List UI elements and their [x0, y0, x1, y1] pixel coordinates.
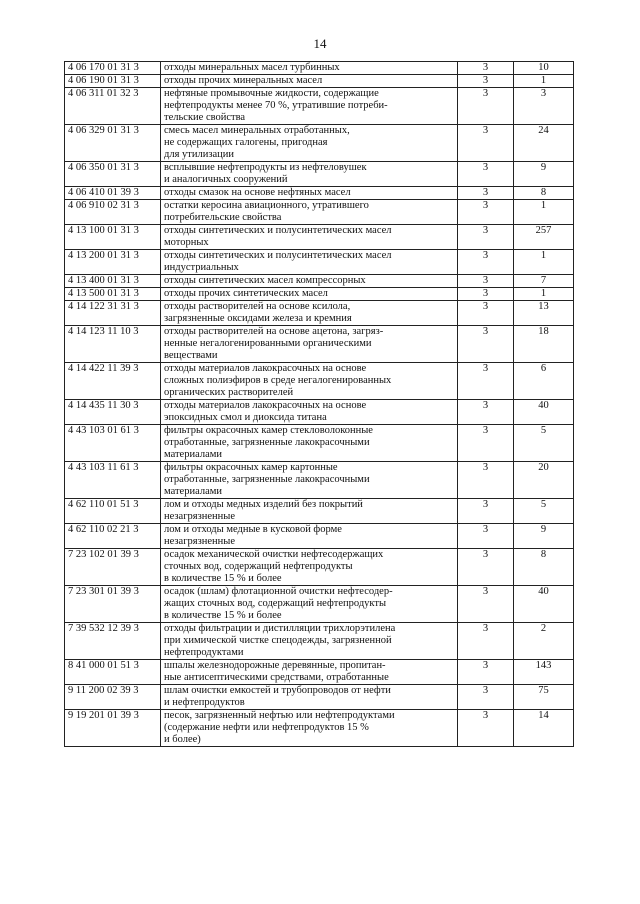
table-row — [65, 400, 574, 425]
waste-name-cell: осадок механической очистки нефтесодержащих сточных вод, содержащий нефтепродукты в количестве 15 % и более — [161, 549, 458, 586]
waste-name-cell: отходы прочих синтетических масел — [161, 288, 458, 301]
waste-name-cell: отходы фильтрации и дистилляции трихлорэтилена при химической чистке спецодежды, загрязненной нефтепродуктами — [161, 623, 458, 660]
hazard-class-cell: 3 — [458, 685, 514, 710]
hazard-class-cell: 3 — [458, 250, 514, 275]
quantity-cell: 8 — [514, 549, 574, 586]
quantity-cell: 10 — [514, 62, 574, 75]
waste-name-cell: шлам очистки емкостей и трубопроводов от нефти и нефтепродуктов — [161, 685, 458, 710]
waste-code-cell: 4 06 350 01 31 3 — [65, 162, 161, 187]
table-row — [65, 200, 574, 225]
waste-code-cell: 4 06 329 01 31 3 — [65, 125, 161, 162]
table-row — [65, 275, 574, 288]
hazard-class-cell: 3 — [458, 363, 514, 400]
table-row — [65, 225, 574, 250]
hazard-class-cell: 3 — [458, 125, 514, 162]
waste-name-cell: шпалы железнодорожные деревянные, пропитан- ные антисептическими средствами, отработанные — [161, 660, 458, 685]
waste-code-cell: 4 14 122 31 31 3 — [65, 301, 161, 326]
quantity-cell: 18 — [514, 326, 574, 363]
waste-name-cell: песок, загрязненный нефтью или нефтепродуктами (содержание нефти или нефтепродуктов 15 % и более) — [161, 710, 458, 747]
waste-name-cell: отходы материалов лакокрасочных на основе сложных полиэфиров в среде негалогенированных органических растворителей — [161, 363, 458, 400]
waste-code-cell: 4 62 110 02 21 3 — [65, 524, 161, 549]
waste-name-cell: отходы растворителей на основе ацетона, загряз- ненные негалогенированными органическими веществами — [161, 326, 458, 363]
hazard-class-cell: 3 — [458, 225, 514, 250]
waste-code-cell: 7 23 301 01 39 3 — [65, 586, 161, 623]
quantity-cell: 13 — [514, 301, 574, 326]
table-row — [65, 125, 574, 162]
hazard-class-cell: 3 — [458, 162, 514, 187]
hazard-class-cell: 3 — [458, 524, 514, 549]
table-row — [65, 685, 574, 710]
hazard-class-cell: 3 — [458, 301, 514, 326]
waste-code-cell: 4 62 110 01 51 3 — [65, 499, 161, 524]
waste-code-cell: 4 14 422 11 39 3 — [65, 363, 161, 400]
waste-code-cell: 9 11 200 02 39 3 — [65, 685, 161, 710]
waste-code-cell: 7 23 102 01 39 3 — [65, 549, 161, 586]
quantity-cell: 2 — [514, 623, 574, 660]
waste-code-cell: 9 19 201 01 39 3 — [65, 710, 161, 747]
waste-code-cell: 4 13 100 01 31 3 — [65, 225, 161, 250]
table-row — [65, 710, 574, 747]
table-row — [65, 75, 574, 88]
quantity-cell: 1 — [514, 288, 574, 301]
waste-code-cell: 4 13 500 01 31 3 — [65, 288, 161, 301]
waste-code-cell: 4 06 910 02 31 3 — [65, 200, 161, 225]
table-row — [65, 462, 574, 499]
waste-name-cell: отходы синтетических и полусинтетических масел индустриальных — [161, 250, 458, 275]
table-row — [65, 363, 574, 400]
waste-name-cell: отходы синтетических масел компрессорных — [161, 275, 458, 288]
table-row — [65, 288, 574, 301]
hazard-class-cell: 3 — [458, 288, 514, 301]
quantity-cell: 257 — [514, 225, 574, 250]
waste-code-cell: 4 43 103 01 61 3 — [65, 425, 161, 462]
waste-name-cell: лом и отходы медных изделий без покрытий незагрязненные — [161, 499, 458, 524]
waste-code-cell: 4 06 311 01 32 3 — [65, 88, 161, 125]
waste-code-cell: 4 06 410 01 39 3 — [65, 187, 161, 200]
quantity-cell: 40 — [514, 400, 574, 425]
quantity-cell: 75 — [514, 685, 574, 710]
waste-table — [64, 61, 574, 747]
table-row — [65, 586, 574, 623]
hazard-class-cell: 3 — [458, 326, 514, 363]
waste-name-cell: отходы растворителей на основе ксилола, загрязненные оксидами железа и кремния — [161, 301, 458, 326]
quantity-cell: 3 — [514, 88, 574, 125]
waste-name-cell: фильтры окрасочных камер стекловолоконные отработанные, загрязненные лакокрасочными материалами — [161, 425, 458, 462]
waste-code-cell: 4 06 190 01 31 3 — [65, 75, 161, 88]
waste-name-cell: отходы синтетических и полусинтетических масел моторных — [161, 225, 458, 250]
waste-name-cell: всплывшие нефтепродукты из нефтеловушек и аналогичных сооружений — [161, 162, 458, 187]
page-number: 14 — [313, 36, 327, 51]
waste-name-cell: отходы прочих минеральных масел — [161, 75, 458, 88]
quantity-cell: 6 — [514, 363, 574, 400]
quantity-cell: 14 — [514, 710, 574, 747]
table-row — [65, 88, 574, 125]
waste-code-cell: 4 14 435 11 30 3 — [65, 400, 161, 425]
waste-name-cell: фильтры окрасочных камер картонные отработанные, загрязненные лакокрасочными материалами — [161, 462, 458, 499]
waste-name-cell: остатки керосина авиационного, утратившего потребительские свойства — [161, 200, 458, 225]
quantity-cell: 7 — [514, 275, 574, 288]
table-row — [65, 326, 574, 363]
waste-name-cell: отходы смазок на основе нефтяных масел — [161, 187, 458, 200]
table-row — [65, 187, 574, 200]
hazard-class-cell: 3 — [458, 586, 514, 623]
table-row — [65, 250, 574, 275]
table-row — [65, 524, 574, 549]
quantity-cell: 5 — [514, 499, 574, 524]
waste-code-cell: 7 39 532 12 39 3 — [65, 623, 161, 660]
table-row — [65, 660, 574, 685]
quantity-cell: 20 — [514, 462, 574, 499]
waste-code-cell: 4 06 170 01 31 3 — [65, 62, 161, 75]
hazard-class-cell: 3 — [458, 62, 514, 75]
table-row — [65, 62, 574, 75]
waste-name-cell: отходы материалов лакокрасочных на основе эпоксидных смол и диоксида титана — [161, 400, 458, 425]
table-row — [65, 425, 574, 462]
table-row — [65, 162, 574, 187]
table-row — [65, 549, 574, 586]
hazard-class-cell: 3 — [458, 200, 514, 225]
hazard-class-cell: 3 — [458, 710, 514, 747]
waste-name-cell: отходы минеральных масел турбинных — [161, 62, 458, 75]
waste-name-cell: лом и отходы медные в кусковой форме незагрязненные — [161, 524, 458, 549]
waste-name-cell: нефтяные промывочные жидкости, содержащие нефтепродукты менее 70 %, утратившие потреби- тельские свойства — [161, 88, 458, 125]
hazard-class-cell: 3 — [458, 499, 514, 524]
quantity-cell: 40 — [514, 586, 574, 623]
hazard-class-cell: 3 — [458, 187, 514, 200]
hazard-class-cell: 3 — [458, 462, 514, 499]
quantity-cell: 1 — [514, 200, 574, 225]
hazard-class-cell: 3 — [458, 275, 514, 288]
quantity-cell: 24 — [514, 125, 574, 162]
quantity-cell: 9 — [514, 524, 574, 549]
waste-code-cell: 8 41 000 01 51 3 — [65, 660, 161, 685]
waste-name-cell: смесь масел минеральных отработанных, не содержащих галогены, пригодная для утилизации — [161, 125, 458, 162]
hazard-class-cell: 3 — [458, 75, 514, 88]
table-row — [65, 623, 574, 660]
waste-code-cell: 4 14 123 11 10 3 — [65, 326, 161, 363]
quantity-cell: 5 — [514, 425, 574, 462]
table-row — [65, 301, 574, 326]
quantity-cell: 8 — [514, 187, 574, 200]
hazard-class-cell: 3 — [458, 88, 514, 125]
quantity-cell: 1 — [514, 250, 574, 275]
quantity-cell: 9 — [514, 162, 574, 187]
waste-code-cell: 4 43 103 11 61 3 — [65, 462, 161, 499]
hazard-class-cell: 3 — [458, 425, 514, 462]
hazard-class-cell: 3 — [458, 623, 514, 660]
hazard-class-cell: 3 — [458, 549, 514, 586]
table-row — [65, 499, 574, 524]
waste-name-cell: осадок (шлам) флотационной очистки нефтесодер- жащих сточных вод, содержащий нефтепродукты в количестве 15 % и более — [161, 586, 458, 623]
hazard-class-cell: 3 — [458, 400, 514, 425]
waste-code-cell: 4 13 400 01 31 3 — [65, 275, 161, 288]
quantity-cell: 143 — [514, 660, 574, 685]
waste-code-cell: 4 13 200 01 31 3 — [65, 250, 161, 275]
waste-table-body — [65, 62, 574, 747]
hazard-class-cell: 3 — [458, 660, 514, 685]
quantity-cell: 1 — [514, 75, 574, 88]
